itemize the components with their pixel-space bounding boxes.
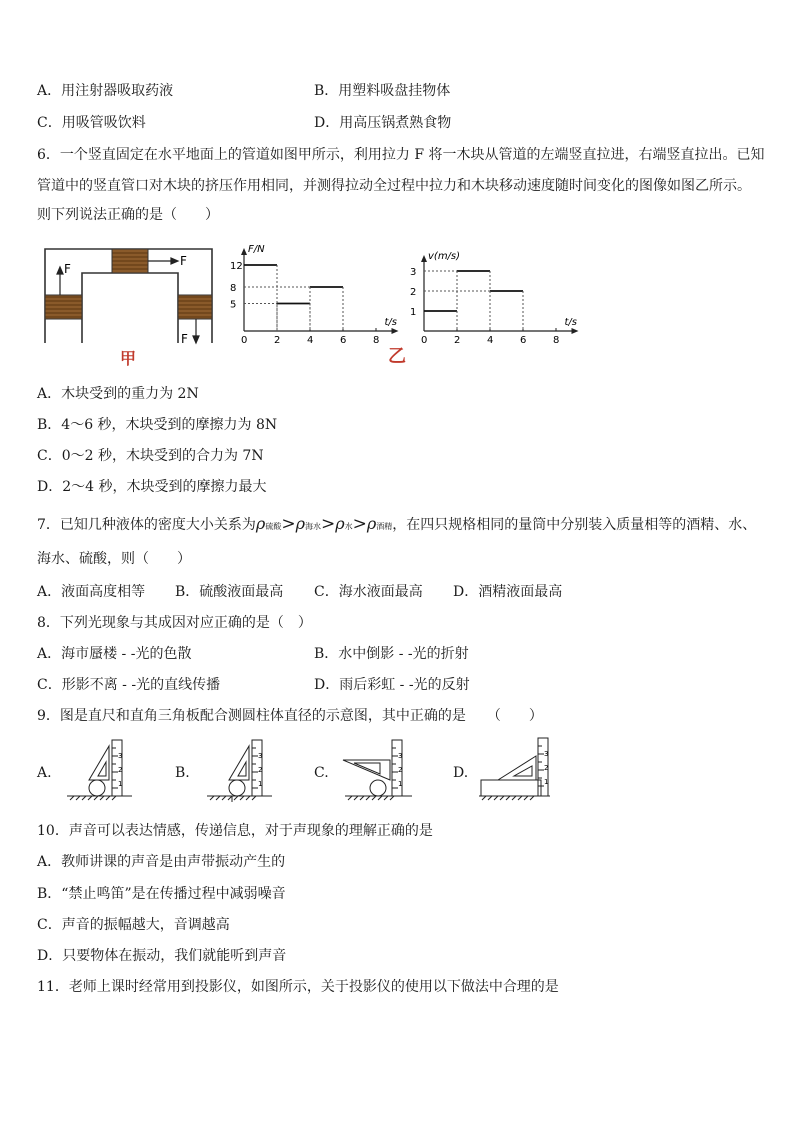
- caption-jia: 甲: [120, 349, 137, 368]
- x-tick-label: 0: [421, 335, 428, 346]
- y-axis-arrow: [421, 255, 427, 262]
- block-left: [45, 295, 82, 319]
- sub-alcohol: 酒精: [376, 522, 393, 531]
- x-tick-label: 4: [487, 335, 494, 346]
- q9-option-d: D.: [453, 765, 469, 781]
- q9-figure-a: [62, 736, 137, 804]
- q6-option-a: A．木块受到的重力为 2N: [37, 386, 199, 402]
- q5-option-b: B．用塑料吸盘挂物体: [314, 83, 451, 99]
- q9-option-b: B.: [175, 765, 190, 781]
- ruler-tick-2: 2: [258, 766, 263, 774]
- y-axis-arrow: [241, 248, 247, 255]
- ruler-tick-3: 3: [544, 750, 549, 758]
- sub-sulfuric: 硫酸: [265, 522, 282, 531]
- ruler-tick-2: 2: [118, 766, 123, 774]
- x-tick-label: 4: [307, 335, 314, 346]
- q7-option-c: C．海水液面最高: [314, 584, 423, 600]
- sub-seawater: 海水: [304, 522, 321, 531]
- ruler-tick-3: 3: [258, 752, 263, 760]
- ruler-tick-1: 1: [258, 780, 263, 788]
- ruler-tick-2: 2: [544, 764, 549, 772]
- x-axis-label: t/s: [564, 317, 577, 328]
- q8-option-c: C．形影不离 - -光的直线传播: [37, 677, 221, 693]
- x-axis-label: t/s: [384, 317, 397, 328]
- q8-option-a: A．海市蜃楼 - -光的色散: [37, 646, 192, 662]
- x-axis-arrow: [392, 328, 399, 334]
- velocity-time-chart: [400, 243, 600, 353]
- y-tick-label: 2: [410, 287, 417, 298]
- ruler-tick-3: 3: [398, 752, 403, 760]
- sub-water: 水: [344, 522, 353, 531]
- q7-suffix: ，在四只规格相同的量筒中分别装入质量相等的酒精、水、: [392, 517, 757, 533]
- rho-sulfuric: ρ: [255, 514, 266, 533]
- q6-option-d: D．2～4 秒，木块受到的摩擦力最大: [37, 479, 267, 495]
- force-label-right: F: [181, 332, 188, 346]
- q7-option-a: A．液面高度相等: [37, 584, 146, 600]
- q9-figure-b: [202, 736, 277, 804]
- q5-option-a: A．用注射器吸取药液: [37, 83, 174, 99]
- q11-stem: 11．老师上课时经常用到投影仪，如图所示，关于投影仪的使用以下做法中合理的是: [37, 979, 559, 995]
- x-tick-label: 0: [241, 335, 248, 346]
- pipe-diagram: [40, 243, 220, 368]
- rho-water: ρ: [335, 514, 345, 533]
- block-top: [112, 249, 148, 273]
- rho-seawater: ρ: [295, 514, 305, 533]
- q7-option-b: B．硫酸液面最高: [175, 584, 284, 600]
- q7-stem-line2: 海水、硫酸，则（ ）: [37, 551, 191, 567]
- q8-option-b: B．水中倒影 - -光的折射: [314, 646, 469, 662]
- y-tick-label: 3: [410, 267, 417, 278]
- y-tick-label: 12: [230, 261, 243, 272]
- q8-stem: 8．下列光现象与其成因对应正确的是（ ）: [37, 615, 312, 631]
- x-axis-arrow: [572, 328, 579, 334]
- q6-stem-line3: 则下列说法正确的是（ ）: [37, 207, 219, 223]
- q8-option-d: D．雨后彩虹 - -光的反射: [314, 677, 470, 693]
- q9-figure-d: [476, 736, 556, 804]
- force-label-top: F: [180, 254, 187, 268]
- q6-option-b: B．4～6 秒，木块受到的摩擦力为 8N: [37, 417, 278, 433]
- force-time-chart: [222, 243, 417, 353]
- rho-alcohol: ρ: [366, 514, 377, 533]
- gt-1: >: [281, 514, 296, 534]
- ruler-tick-1: 1: [398, 780, 403, 788]
- y-tick-label: 8: [230, 283, 237, 294]
- q6-stem-line2: 管道中的竖直管口对木块的挤压作用相同，并测得拉动全过程中拉力和木块移动速度随时间变化的图像如图乙所示。: [37, 178, 751, 194]
- ruler-tick-1: 1: [118, 780, 123, 788]
- ruler-tick-3: 3: [118, 752, 123, 760]
- x-tick-label: 8: [373, 335, 380, 346]
- x-tick-label: 6: [520, 335, 527, 346]
- x-tick-label: 8: [553, 335, 560, 346]
- q10-option-c: C．声音的振幅越大，音调越高: [37, 917, 230, 933]
- q10-stem: 10．声音可以表达情感，传递信息，对于声现象的理解正确的是: [37, 823, 433, 839]
- q5-option-c: C．用吸管吸饮料: [37, 115, 146, 131]
- y-tick-label: 1: [410, 307, 417, 318]
- force-label-left: F: [64, 262, 71, 276]
- gt-3: >: [352, 514, 367, 534]
- q10-option-a: A．教师讲课的声音是由声带振动产生的: [37, 854, 286, 870]
- q7-prefix: 7．已知几种液体的密度大小关系为: [37, 517, 256, 533]
- x-tick-label: 2: [454, 335, 461, 346]
- block-right: [178, 295, 212, 319]
- q6-stem-line1: 6．一个竖直固定在水平地面上的管道如图甲所示，利用拉力 F 将一木块从管道的左端竖直拉进，右端竖直拉出。已知: [37, 147, 765, 163]
- q9-option-c: C.: [314, 765, 329, 781]
- q9-stem: 9．图是直尺和直角三角板配合测圆柱体直径的示意图，其中正确的是 （ ）: [37, 708, 543, 724]
- q7-option-d: D．酒精液面最高: [453, 584, 563, 600]
- q6-option-c: C．0～2 秒，木块受到的合力为 7N: [37, 448, 264, 464]
- y-axis-label: F/N: [248, 244, 265, 255]
- q10-option-b: B．“禁止鸣笛”是在传播过程中减弱噪音: [37, 886, 286, 902]
- ruler-tick-2: 2: [398, 766, 403, 774]
- q10-option-d: D．只要物体在振动，我们就能听到声音: [37, 948, 287, 964]
- q7-stem-line1: [37, 514, 756, 537]
- caption-yi: 乙: [388, 346, 406, 367]
- x-tick-label: 2: [274, 335, 281, 346]
- x-tick-label: 6: [340, 335, 347, 346]
- q9-option-a: A.: [37, 765, 52, 781]
- q9-figure-c: [340, 736, 420, 804]
- ruler-tick-1: 1: [544, 778, 549, 786]
- gt-2: >: [320, 514, 336, 534]
- y-axis-label: v(m/s): [428, 251, 461, 262]
- y-tick-label: 5: [230, 299, 237, 311]
- q5-option-d: D．用高压锅煮熟食物: [314, 115, 452, 131]
